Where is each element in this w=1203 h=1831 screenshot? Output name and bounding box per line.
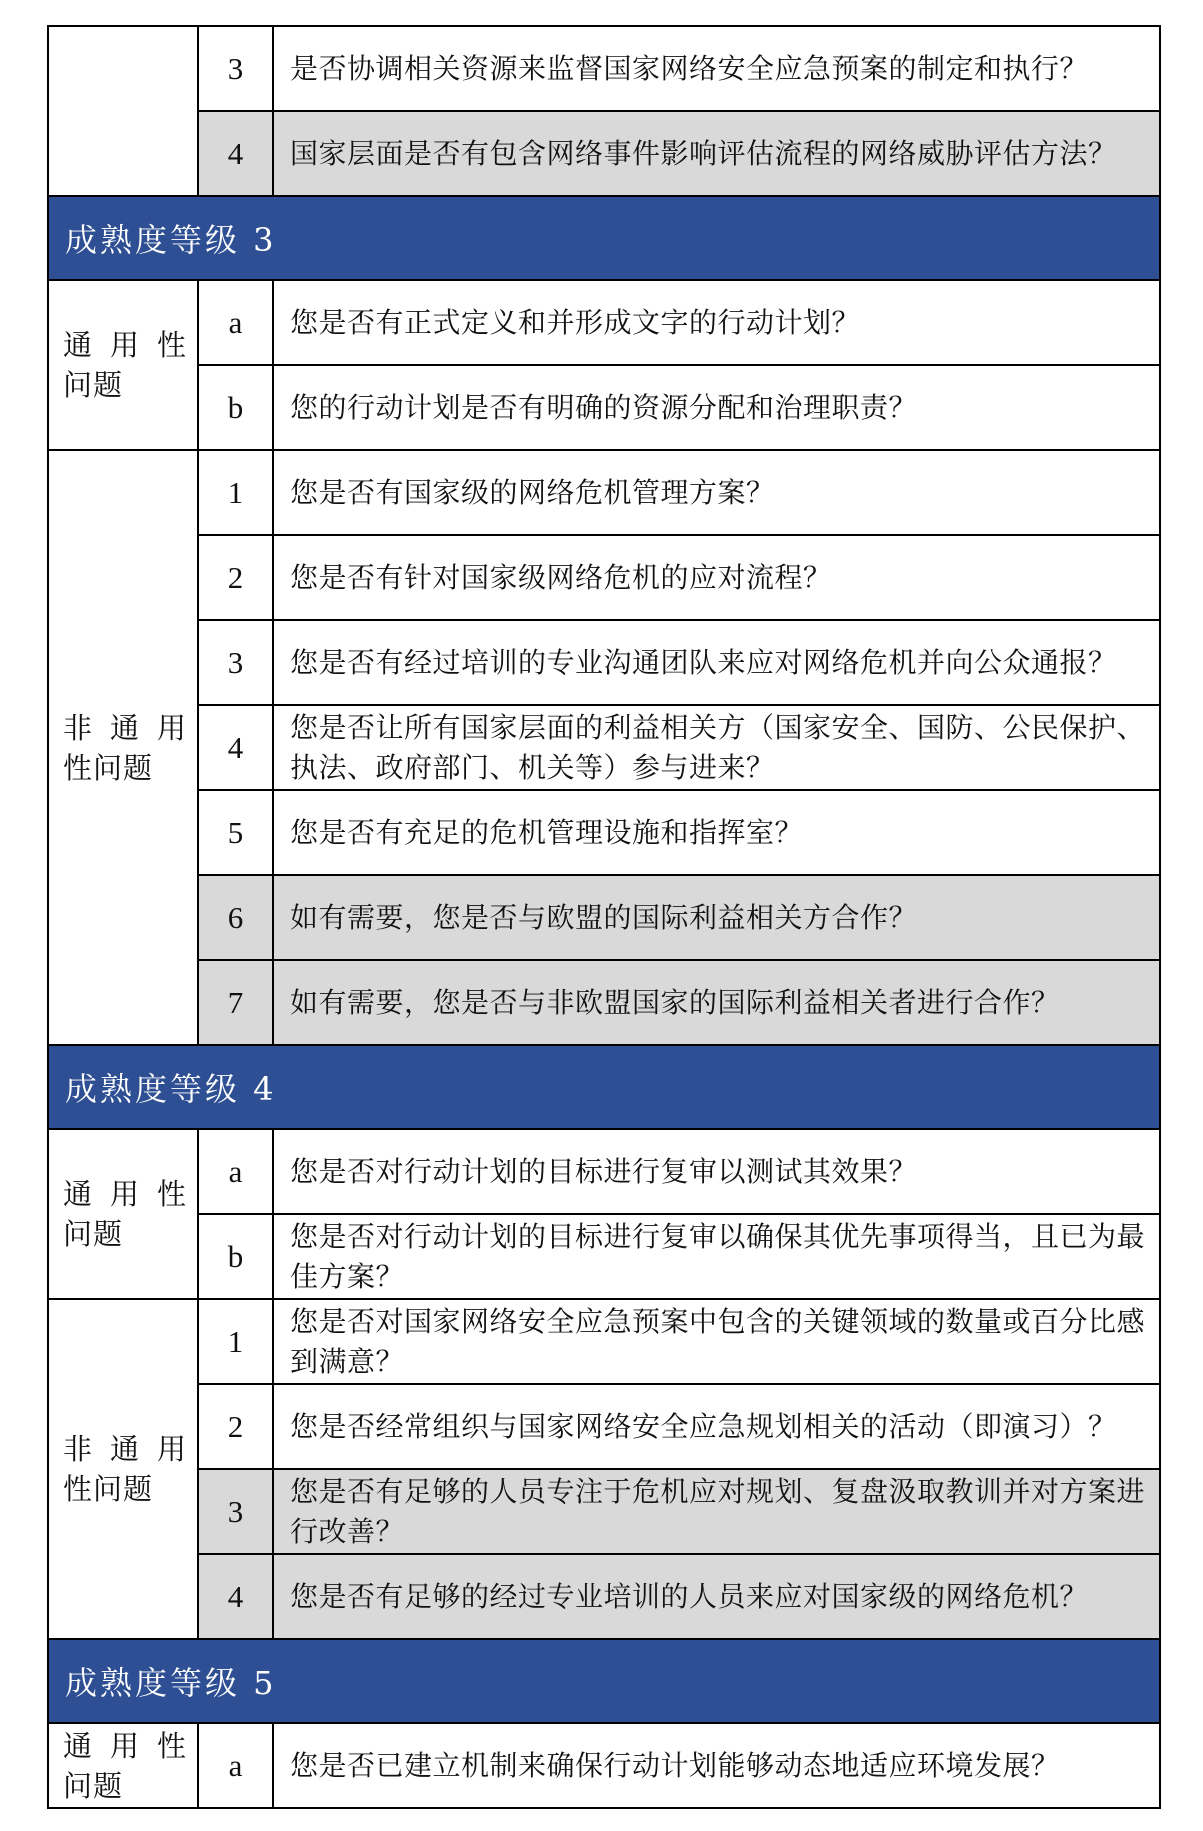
question-number: a — [198, 1723, 273, 1808]
question-number: a — [198, 280, 273, 365]
question-number: 2 — [198, 1384, 273, 1469]
question-number: 1 — [198, 1299, 273, 1384]
question-number: 3 — [198, 1469, 273, 1554]
maturity-table — [47, 25, 1161, 1809]
question-text: 您是否让所有国家层面的利益相关方（国家安全、国防、公民保护、执法、政府部门、机关等）参与进来？ — [273, 705, 1160, 790]
question-text: 您是否有针对国家级网络危机的应对流程？ — [273, 535, 1160, 620]
question-text: 如有需要，您是否与欧盟的国际利益相关方合作？ — [273, 875, 1160, 960]
question-number: 4 — [198, 111, 273, 196]
table-row — [48, 280, 1160, 365]
question-text: 您是否对行动计划的目标进行复审以确保其优先事项得当，且已为最佳方案？ — [273, 1214, 1160, 1299]
table-row — [48, 1469, 1160, 1554]
question-number: 3 — [198, 26, 273, 111]
question-text: 您是否有充足的危机管理设施和指挥室？ — [273, 790, 1160, 875]
question-text: 您是否已建立机制来确保行动计划能够动态地适应环境发展？ — [273, 1723, 1160, 1808]
specific-questions-label: 非 通 用 性问题 — [48, 1299, 198, 1639]
maturity-level-title: 成熟度等级 5 — [48, 1639, 1160, 1723]
table-row — [48, 450, 1160, 535]
general-questions-label: 通 用 性 问题 — [48, 280, 198, 450]
table-row — [48, 111, 1160, 196]
question-number: 4 — [198, 705, 273, 790]
group-label-cell — [48, 26, 198, 196]
question-number: 1 — [198, 450, 273, 535]
question-number: b — [198, 365, 273, 450]
table-row — [48, 875, 1160, 960]
question-number: 4 — [198, 1554, 273, 1639]
maturity-questionnaire — [47, 25, 1159, 1809]
table-row — [48, 365, 1160, 450]
maturity-level-title: 成熟度等级 3 — [48, 196, 1160, 280]
question-number: b — [198, 1214, 273, 1299]
table-row — [48, 1384, 1160, 1469]
maturity-level-title: 成熟度等级 4 — [48, 1045, 1160, 1129]
question-text: 您是否对国家网络安全应急预案中包含的关键领域的数量或百分比感到满意？ — [273, 1299, 1160, 1384]
table-row — [48, 1723, 1160, 1808]
question-number: 6 — [198, 875, 273, 960]
question-text: 国家层面是否有包含网络事件影响评估流程的网络威胁评估方法？ — [273, 111, 1160, 196]
maturity-level-header — [48, 1045, 1160, 1129]
table-row — [48, 620, 1160, 705]
question-text: 如有需要，您是否与非欧盟国家的国际利益相关者进行合作？ — [273, 960, 1160, 1045]
question-number: 5 — [198, 790, 273, 875]
table-row — [48, 1214, 1160, 1299]
question-number: 7 — [198, 960, 273, 1045]
question-text: 您是否经常组织与国家网络安全应急规划相关的活动（即演习）？ — [273, 1384, 1160, 1469]
general-questions-label: 通 用 性 问题 — [48, 1723, 198, 1808]
question-text: 您是否有正式定义和并形成文字的行动计划？ — [273, 280, 1160, 365]
question-text: 您是否有国家级的网络危机管理方案？ — [273, 450, 1160, 535]
table-row — [48, 1129, 1160, 1214]
question-number: 2 — [198, 535, 273, 620]
question-number: 3 — [198, 620, 273, 705]
table-row — [48, 705, 1160, 790]
question-text: 您是否有经过培训的专业沟通团队来应对网络危机并向公众通报？ — [273, 620, 1160, 705]
table-row — [48, 535, 1160, 620]
question-text: 您是否对行动计划的目标进行复审以测试其效果？ — [273, 1129, 1160, 1214]
maturity-level-header — [48, 196, 1160, 280]
question-text: 是否协调相关资源来监督国家网络安全应急预案的制定和执行？ — [273, 26, 1160, 111]
question-text: 您的行动计划是否有明确的资源分配和治理职责？ — [273, 365, 1160, 450]
specific-questions-label: 非 通 用 性问题 — [48, 450, 198, 1045]
question-text: 您是否有足够的人员专注于危机应对规划、复盘汲取教训并对方案进行改善？ — [273, 1469, 1160, 1554]
maturity-level-header — [48, 1639, 1160, 1723]
table-row — [48, 1299, 1160, 1384]
table-row — [48, 790, 1160, 875]
question-number: a — [198, 1129, 273, 1214]
table-row — [48, 960, 1160, 1045]
table-row — [48, 26, 1160, 111]
table-body — [48, 26, 1160, 1808]
question-text: 您是否有足够的经过专业培训的人员来应对国家级的网络危机？ — [273, 1554, 1160, 1639]
general-questions-label: 通 用 性 问题 — [48, 1129, 198, 1299]
table-row — [48, 1554, 1160, 1639]
